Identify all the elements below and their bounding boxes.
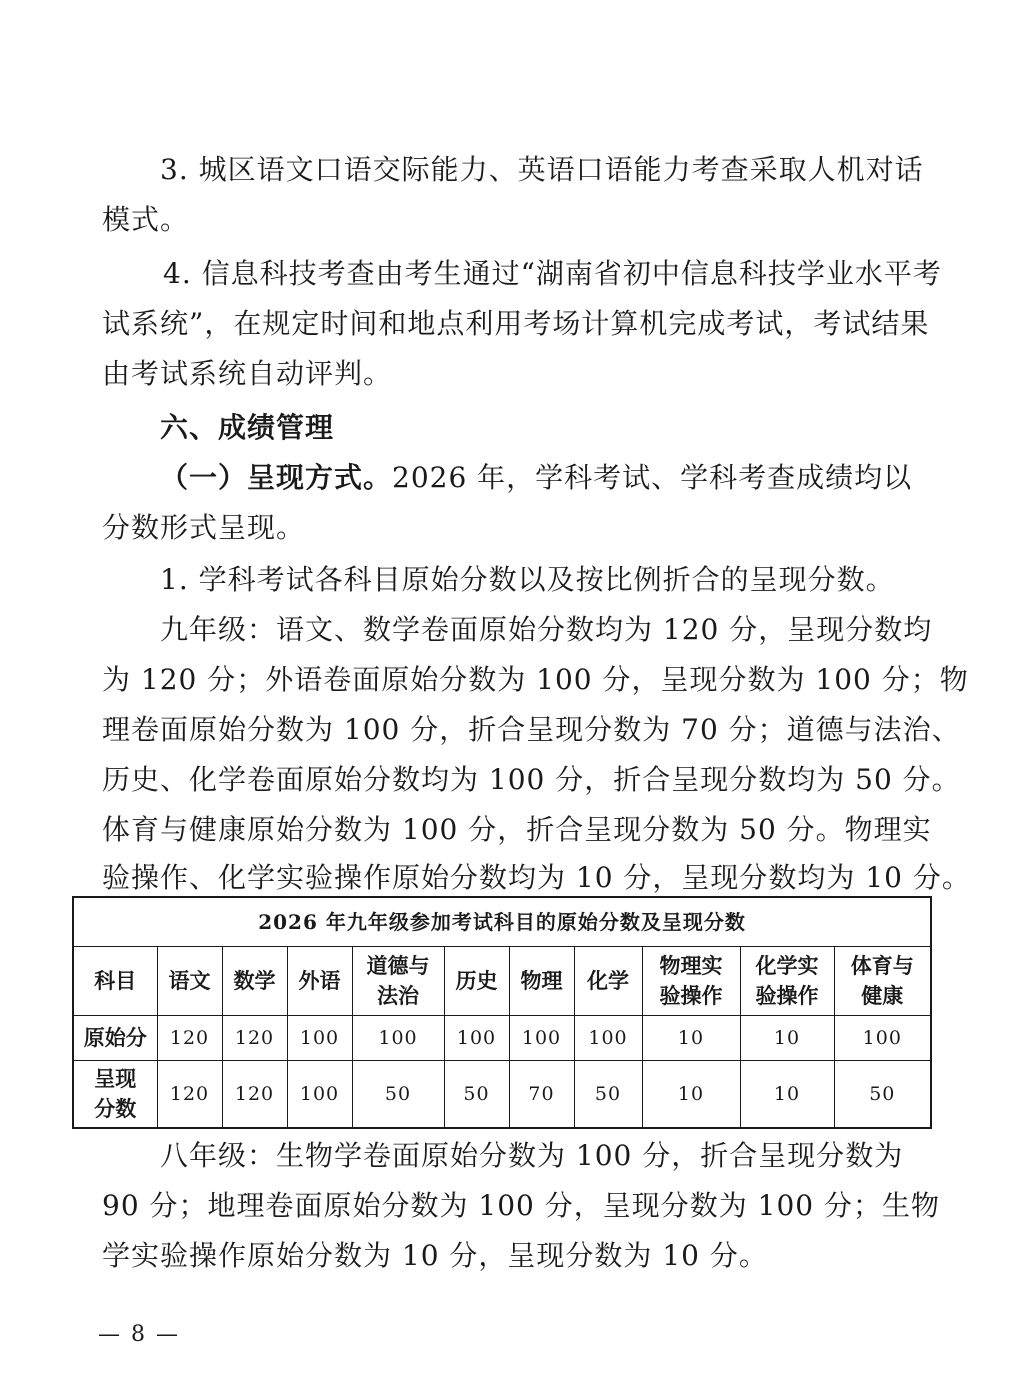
subsection-1-title: （一）呈现方式。 xyxy=(160,461,393,494)
grade8-line3: 学实验操作原始分数为 10 分，呈现分数为 10 分。 xyxy=(102,1239,768,1272)
table-cell: 10 xyxy=(642,1016,740,1061)
header-subject: 历史 xyxy=(444,947,509,1016)
table-header-row xyxy=(73,947,931,1016)
table-cell: 100 xyxy=(509,1016,574,1061)
subsection-1-line2: 分数形式呈现。 xyxy=(102,511,306,544)
header-subject: 物理 xyxy=(509,947,574,1016)
grade9-line3: 理卷面原始分数为 100 分，折合呈现分数为 70 分；道德与法治、 xyxy=(102,713,961,746)
table-cell: 100 xyxy=(834,1016,931,1061)
table-row-presented xyxy=(73,1061,931,1129)
paragraph-item3-line2: 模式。 xyxy=(102,203,190,236)
header-subject: 数学 xyxy=(222,947,287,1016)
header-subject-line2: 验操作 xyxy=(659,983,723,1008)
score-table xyxy=(72,896,932,1129)
grade9-line6: 验操作、化学实验操作原始分数均为 10 分，呈现分数均为 10 分。 xyxy=(102,861,971,894)
subsection-1-text: 2026 年，学科考试、学科考查成绩均以 xyxy=(392,461,913,494)
header-subject-label: 科目 xyxy=(73,947,157,1016)
header-subject xyxy=(834,947,931,1016)
table-cell: 100 xyxy=(287,1016,352,1061)
header-subject-line1: 体育与 xyxy=(850,953,914,978)
header-subject: 语文 xyxy=(157,947,222,1016)
header-subject-line1: 物理实 xyxy=(659,953,723,978)
paragraph-item4-line1: 4. 信息科技考查由考生通过“湖南省初中信息科技学业水平考 xyxy=(163,257,942,290)
paragraph-item4-line3: 由考试系统自动评判。 xyxy=(102,357,393,390)
header-subject-line1: 道德与 xyxy=(366,953,430,978)
grade9-line2: 为 120 分；外语卷面原始分数为 100 分，呈现分数为 100 分；物 xyxy=(102,663,969,696)
header-subject xyxy=(352,947,444,1016)
subsection-1-line1 xyxy=(160,458,912,498)
header-subject-line1: 化学实 xyxy=(755,953,819,978)
grade9-line4: 历史、化学卷面原始分数均为 100 分，折合呈现分数均为 50 分。 xyxy=(102,763,961,796)
table-row-original xyxy=(73,1016,931,1061)
row-label-presented xyxy=(73,1061,157,1129)
header-subject xyxy=(642,947,740,1016)
table-cell: 10 xyxy=(642,1061,740,1129)
header-subject-line2: 法治 xyxy=(377,983,419,1008)
table-cell: 50 xyxy=(352,1061,444,1129)
table-cell: 100 xyxy=(287,1061,352,1129)
table-cell: 70 xyxy=(509,1061,574,1129)
table-title: 2026 年九年级参加考试科目的原始分数及呈现分数 xyxy=(73,897,931,947)
table-cell: 120 xyxy=(222,1016,287,1061)
table-cell: 120 xyxy=(157,1016,222,1061)
row-label-original: 原始分 xyxy=(73,1016,157,1061)
header-subject: 外语 xyxy=(287,947,352,1016)
page-number: — 8 — xyxy=(98,1322,180,1347)
table-cell: 50 xyxy=(834,1061,931,1129)
grade8-line1: 八年级：生物学卷面原始分数为 100 分，折合呈现分数为 xyxy=(160,1139,904,1172)
table-cell: 10 xyxy=(740,1016,834,1061)
table-cell: 100 xyxy=(444,1016,509,1061)
paragraph-item3-line1: 3. 城区语文口语交际能力、英语口语能力考查采取人机对话 xyxy=(160,153,924,186)
item-1: 1. 学科考试各科目原始分数以及按比例折合的呈现分数。 xyxy=(160,563,895,596)
header-subject-line2: 健康 xyxy=(861,983,904,1008)
row-label-line2: 分数 xyxy=(94,1096,137,1121)
table-cell: 50 xyxy=(444,1061,509,1129)
table-cell: 50 xyxy=(574,1061,642,1129)
grade8-line2: 90 分；地理卷面原始分数为 100 分，呈现分数为 100 分；生物 xyxy=(102,1189,941,1222)
grade9-line5: 体育与健康原始分数为 100 分，折合呈现分数为 50 分。物理实 xyxy=(102,813,932,846)
header-subject: 化学 xyxy=(574,947,642,1016)
table-cell: 100 xyxy=(352,1016,444,1061)
row-label-line1: 呈现 xyxy=(94,1066,137,1091)
section-heading: 六、成绩管理 xyxy=(160,411,335,444)
paragraph-item4-line2: 试系统”，在规定时间和地点利用考场计算机完成考试，考试结果 xyxy=(102,307,930,340)
table-cell: 100 xyxy=(574,1016,642,1061)
table-cell: 10 xyxy=(740,1061,834,1129)
table-cell: 120 xyxy=(157,1061,222,1129)
grade9-line1: 九年级：语文、数学卷面原始分数均为 120 分，呈现分数均 xyxy=(160,613,933,646)
table-cell: 120 xyxy=(222,1061,287,1129)
header-subject-line2: 验操作 xyxy=(755,983,819,1008)
header-subject xyxy=(740,947,834,1016)
